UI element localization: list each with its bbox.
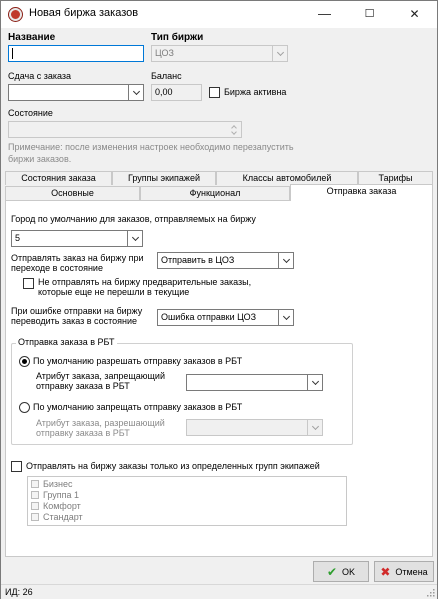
send-on-state-value: Отправить в ЦОЗ xyxy=(161,255,235,265)
rbt-group-title: Отправка заказа в РБТ xyxy=(18,337,115,347)
note-line-2: биржи заказов. xyxy=(8,154,72,164)
maximize-button[interactable] xyxy=(347,1,392,28)
send-on-state-combo[interactable] xyxy=(157,252,294,269)
chevron-down-icon xyxy=(307,420,322,435)
minimize-button[interactable] xyxy=(302,1,347,28)
tab-functional[interactable]: Функционал xyxy=(140,186,290,200)
balance-label: Баланс xyxy=(151,71,182,81)
rbt-deny-radio[interactable] xyxy=(19,402,30,413)
checkmark-icon: ✔ xyxy=(326,564,338,579)
default-city-combo[interactable] xyxy=(11,230,143,247)
record-id-label: ИД: 26 xyxy=(5,587,33,597)
exchange-active-checkbox[interactable] xyxy=(209,87,220,98)
chevron-down-icon xyxy=(278,310,293,325)
resize-grip-icon[interactable] xyxy=(426,588,435,597)
state-label: Состояние xyxy=(8,108,53,118)
exchange-type-combo xyxy=(151,45,288,62)
close-icon: ✕ xyxy=(409,7,420,21)
forbid-attr-label-1: Атрибут заказа, запрещающий xyxy=(36,371,165,381)
rbt-allow-label: По умолчанию разрешать отправку заказов в РБТ xyxy=(33,356,243,366)
send-on-state-label-2: переходе в состояние xyxy=(11,263,103,273)
chevron-down-icon xyxy=(272,46,287,61)
note-line-1: Примечание: после изменения настроек необходимо перезапустить xyxy=(8,142,294,152)
tab-main[interactable]: Основные xyxy=(5,186,140,200)
tab-tariffs[interactable]: Тарифы xyxy=(358,171,433,185)
ok-button[interactable] xyxy=(313,561,369,582)
list-item-label: Бизнес xyxy=(43,479,73,489)
maximize-icon: ☐ xyxy=(364,8,375,20)
tab-order-states[interactable]: Состояния заказа xyxy=(5,171,112,185)
exchange-type-value: ЦОЗ xyxy=(155,48,174,58)
tab-car-classes[interactable]: Классы автомобилей xyxy=(216,171,358,185)
title-bar xyxy=(1,1,437,28)
list-item-label: Стандарт xyxy=(43,512,83,522)
list-item-label: Комфорт xyxy=(43,501,81,511)
rbt-deny-label: По умолчанию запрещать отправку заказов в РБТ xyxy=(33,402,243,412)
tab-order-sending[interactable]: Отправка заказа xyxy=(290,184,433,201)
list-item-checkbox xyxy=(31,502,39,510)
name-input[interactable] xyxy=(8,45,144,62)
list-item-label: Группа 1 xyxy=(43,490,80,500)
forbid-attr-combo[interactable] xyxy=(186,374,323,391)
list-item-checkbox xyxy=(31,491,39,499)
chevron-down-icon xyxy=(278,253,293,268)
status-bar xyxy=(1,584,437,599)
order-delivery-combo[interactable] xyxy=(8,84,144,101)
exchange-type-label: Тип биржи xyxy=(151,32,204,43)
cancel-button-label: Отмена xyxy=(395,566,428,577)
scroll-down-icon xyxy=(227,130,240,137)
send-on-state-label-1: Отправлять заказ на биржу при xyxy=(11,253,144,263)
list-item-checkbox xyxy=(31,480,39,488)
on-error-value: Ошибка отправки ЦОЗ xyxy=(161,312,257,322)
tab-crew-groups[interactable]: Группы экипажей xyxy=(112,171,216,185)
allow-attr-label-1: Атрибут заказа, разрешающий xyxy=(36,418,165,428)
on-error-combo[interactable] xyxy=(157,309,294,326)
no-prelim-label-2: которые еще не перешли в текущие xyxy=(38,287,190,297)
text-caret xyxy=(12,48,13,59)
close-button[interactable] xyxy=(392,1,437,28)
groups-filter-label: Отправлять на биржу заказы только из определенных групп экипажей xyxy=(26,461,320,471)
list-item-checkbox xyxy=(31,513,39,521)
minimize-icon: — xyxy=(318,6,331,21)
allow-attr-label-2: отправку заказа в РБТ xyxy=(36,428,130,438)
allow-attr-combo xyxy=(186,419,323,436)
forbid-attr-label-2: отправку заказа в РБТ xyxy=(36,381,130,391)
window-title: Новая биржа заказов xyxy=(29,7,139,19)
no-prelim-label-1: Не отправлять на биржу предварительные заказы, xyxy=(38,277,252,287)
app-icon xyxy=(9,8,22,21)
balance-value: 0,00 xyxy=(155,87,173,97)
ok-button-label: OK xyxy=(342,566,356,577)
default-city-label: Город по умолчанию для заказов, отправляемых на биржу xyxy=(11,214,256,224)
order-delivery-label: Сдача с заказа xyxy=(8,71,72,81)
groups-filter-checkbox[interactable] xyxy=(11,461,22,472)
exchange-active-label: Биржа активна xyxy=(224,87,287,97)
rbt-allow-radio[interactable] xyxy=(19,356,30,367)
tab-panel-order-sending xyxy=(5,200,433,557)
state-field xyxy=(8,121,242,138)
balance-field xyxy=(151,84,202,101)
no-prelim-checkbox[interactable] xyxy=(23,278,34,289)
on-error-label-2: переводить заказ в состояние xyxy=(11,316,138,326)
chevron-down-icon xyxy=(128,85,143,100)
on-error-label-1: При ошибке отправки на биржу xyxy=(11,306,143,316)
cancel-x-icon: ✖ xyxy=(380,564,391,579)
cancel-button[interactable] xyxy=(374,561,434,582)
default-city-value: 5 xyxy=(15,233,21,243)
name-label: Название xyxy=(8,32,56,43)
chevron-down-icon xyxy=(127,231,142,246)
crew-groups-listbox xyxy=(27,476,347,526)
chevron-down-icon xyxy=(307,375,322,390)
